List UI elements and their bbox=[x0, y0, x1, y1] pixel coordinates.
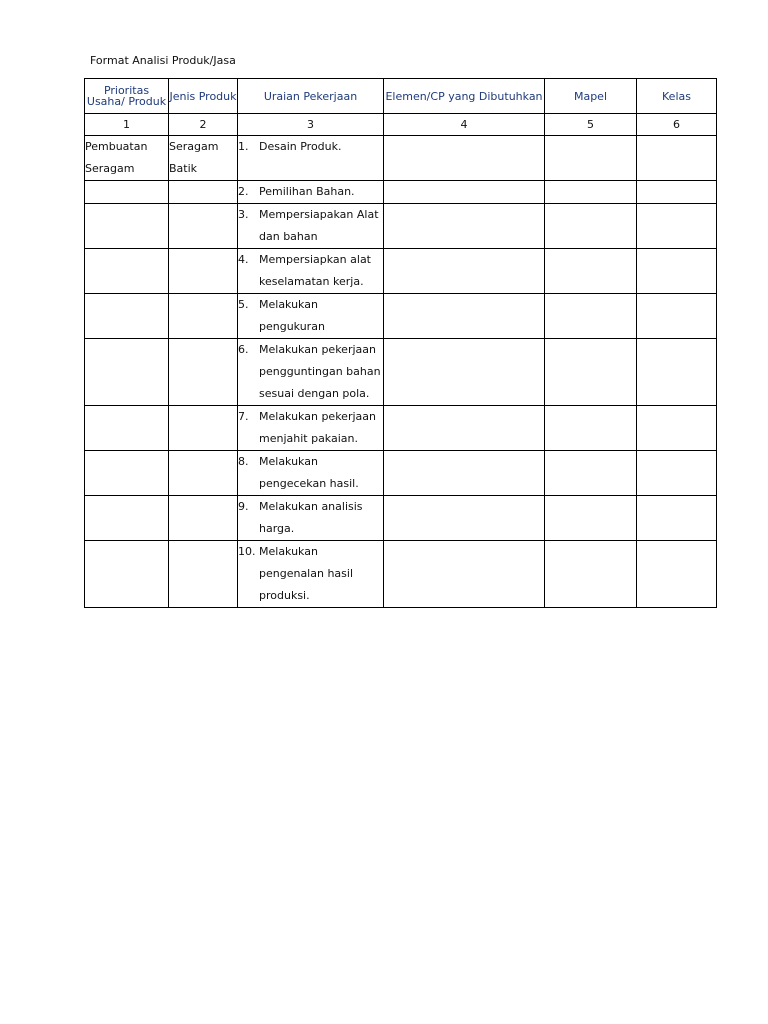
elemen-cell bbox=[384, 496, 545, 541]
column-number: 5 bbox=[545, 114, 637, 136]
prioritas-cell bbox=[85, 451, 169, 496]
jenis-cell bbox=[169, 339, 238, 406]
task-number: 2. bbox=[238, 185, 249, 198]
kelas-cell bbox=[637, 136, 717, 181]
jenis-cell bbox=[169, 541, 238, 608]
prioritas-cell bbox=[85, 204, 169, 249]
task-cell bbox=[238, 406, 384, 451]
elemen-cell bbox=[384, 451, 545, 496]
analysis-table bbox=[84, 78, 717, 608]
kelas-cell bbox=[637, 181, 717, 204]
table-row bbox=[85, 451, 717, 496]
kelas-cell bbox=[637, 339, 717, 406]
elemen-cell bbox=[384, 249, 545, 294]
mapel-cell bbox=[545, 204, 637, 249]
prioritas-cell bbox=[85, 496, 169, 541]
mapel-cell bbox=[545, 406, 637, 451]
column-number: 4 bbox=[384, 114, 545, 136]
mapel-cell bbox=[545, 451, 637, 496]
task-text: Melakukan pekerjaan pengguntingan bahan sesuai dengan pola. bbox=[259, 343, 381, 400]
table-row bbox=[85, 496, 717, 541]
kelas-cell bbox=[637, 541, 717, 608]
prioritas-cell bbox=[85, 181, 169, 204]
column-number-row bbox=[85, 114, 717, 136]
elemen-cell bbox=[384, 181, 545, 204]
task-text: Pemilihan Bahan. bbox=[259, 185, 355, 198]
prioritas-cell bbox=[85, 249, 169, 294]
prioritas-cell bbox=[85, 339, 169, 406]
mapel-cell bbox=[545, 249, 637, 294]
prioritas-cell: Pembuatan Seragam bbox=[85, 136, 169, 181]
task-number: 1. bbox=[238, 140, 249, 153]
task-cell bbox=[238, 496, 384, 541]
jenis-cell bbox=[169, 406, 238, 451]
task-number: 7. bbox=[238, 410, 249, 423]
jenis-cell bbox=[169, 451, 238, 496]
elemen-cell bbox=[384, 294, 545, 339]
table-row bbox=[85, 181, 717, 204]
table-row bbox=[85, 541, 717, 608]
document-title: Format Analisi Produk/Jasa bbox=[90, 54, 236, 67]
task-text: Melakukan analisis harga. bbox=[259, 500, 363, 535]
task-cell bbox=[238, 249, 384, 294]
kelas-cell bbox=[637, 451, 717, 496]
jenis-cell bbox=[169, 204, 238, 249]
kelas-cell bbox=[637, 294, 717, 339]
header-row bbox=[85, 79, 717, 114]
task-text: Desain Produk. bbox=[259, 140, 342, 153]
column-number: 2 bbox=[169, 114, 238, 136]
table-row bbox=[85, 406, 717, 451]
task-cell bbox=[238, 181, 384, 204]
jenis-cell bbox=[169, 294, 238, 339]
prioritas-cell bbox=[85, 541, 169, 608]
kelas-cell bbox=[637, 406, 717, 451]
header-elemen: Elemen/CP yang Dibutuhkan bbox=[384, 79, 545, 114]
mapel-cell bbox=[545, 294, 637, 339]
mapel-cell bbox=[545, 496, 637, 541]
task-number: 5. bbox=[238, 298, 249, 311]
table-row bbox=[85, 339, 717, 406]
kelas-cell bbox=[637, 249, 717, 294]
jenis-cell: Seragam Batik bbox=[169, 136, 238, 181]
task-text: Melakukan pengecekan hasil. bbox=[259, 455, 359, 490]
prioritas-cell bbox=[85, 406, 169, 451]
task-cell bbox=[238, 204, 384, 249]
table-row bbox=[85, 249, 717, 294]
task-number: 4. bbox=[238, 253, 249, 266]
column-number: 1 bbox=[85, 114, 169, 136]
mapel-cell bbox=[545, 541, 637, 608]
elemen-cell bbox=[384, 136, 545, 181]
prioritas-cell bbox=[85, 294, 169, 339]
kelas-cell bbox=[637, 496, 717, 541]
mapel-cell bbox=[545, 136, 637, 181]
header-jenis: Jenis Produk bbox=[169, 79, 238, 114]
jenis-cell bbox=[169, 496, 238, 541]
task-text: Melakukan pengukuran bbox=[259, 298, 325, 333]
task-cell bbox=[238, 339, 384, 406]
task-text: Melakukan pekerjaan menjahit pakaian. bbox=[259, 410, 376, 445]
kelas-cell bbox=[637, 204, 717, 249]
column-number: 3 bbox=[238, 114, 384, 136]
header-mapel: Mapel bbox=[545, 79, 637, 114]
task-text: Mempersiapkan alat keselamatan kerja. bbox=[259, 253, 371, 288]
table-row bbox=[85, 294, 717, 339]
task-text: Melakukan pengenalan hasil produksi. bbox=[259, 545, 354, 602]
task-cell bbox=[238, 136, 384, 181]
elemen-cell bbox=[384, 204, 545, 249]
mapel-cell bbox=[545, 181, 637, 204]
task-cell bbox=[238, 294, 384, 339]
jenis-cell bbox=[169, 181, 238, 204]
elemen-cell bbox=[384, 406, 545, 451]
task-number: 6. bbox=[238, 343, 249, 356]
task-number: 9. bbox=[238, 500, 249, 513]
jenis-cell bbox=[169, 249, 238, 294]
task-number: 10. bbox=[238, 545, 256, 558]
elemen-cell bbox=[384, 541, 545, 608]
table-row bbox=[85, 204, 717, 249]
header-kelas: Kelas bbox=[637, 79, 717, 114]
elemen-cell bbox=[384, 339, 545, 406]
header-prioritas: Prioritas Usaha/ Produk bbox=[85, 79, 169, 114]
mapel-cell bbox=[545, 339, 637, 406]
task-text: Mempersiapakan Alat dan bahan bbox=[259, 208, 379, 243]
task-cell bbox=[238, 541, 384, 608]
table-row bbox=[85, 136, 717, 181]
task-number: 8. bbox=[238, 455, 249, 468]
task-cell bbox=[238, 451, 384, 496]
header-uraian: Uraian Pekerjaan bbox=[238, 79, 384, 114]
task-number: 3. bbox=[238, 208, 249, 221]
column-number: 6 bbox=[637, 114, 717, 136]
